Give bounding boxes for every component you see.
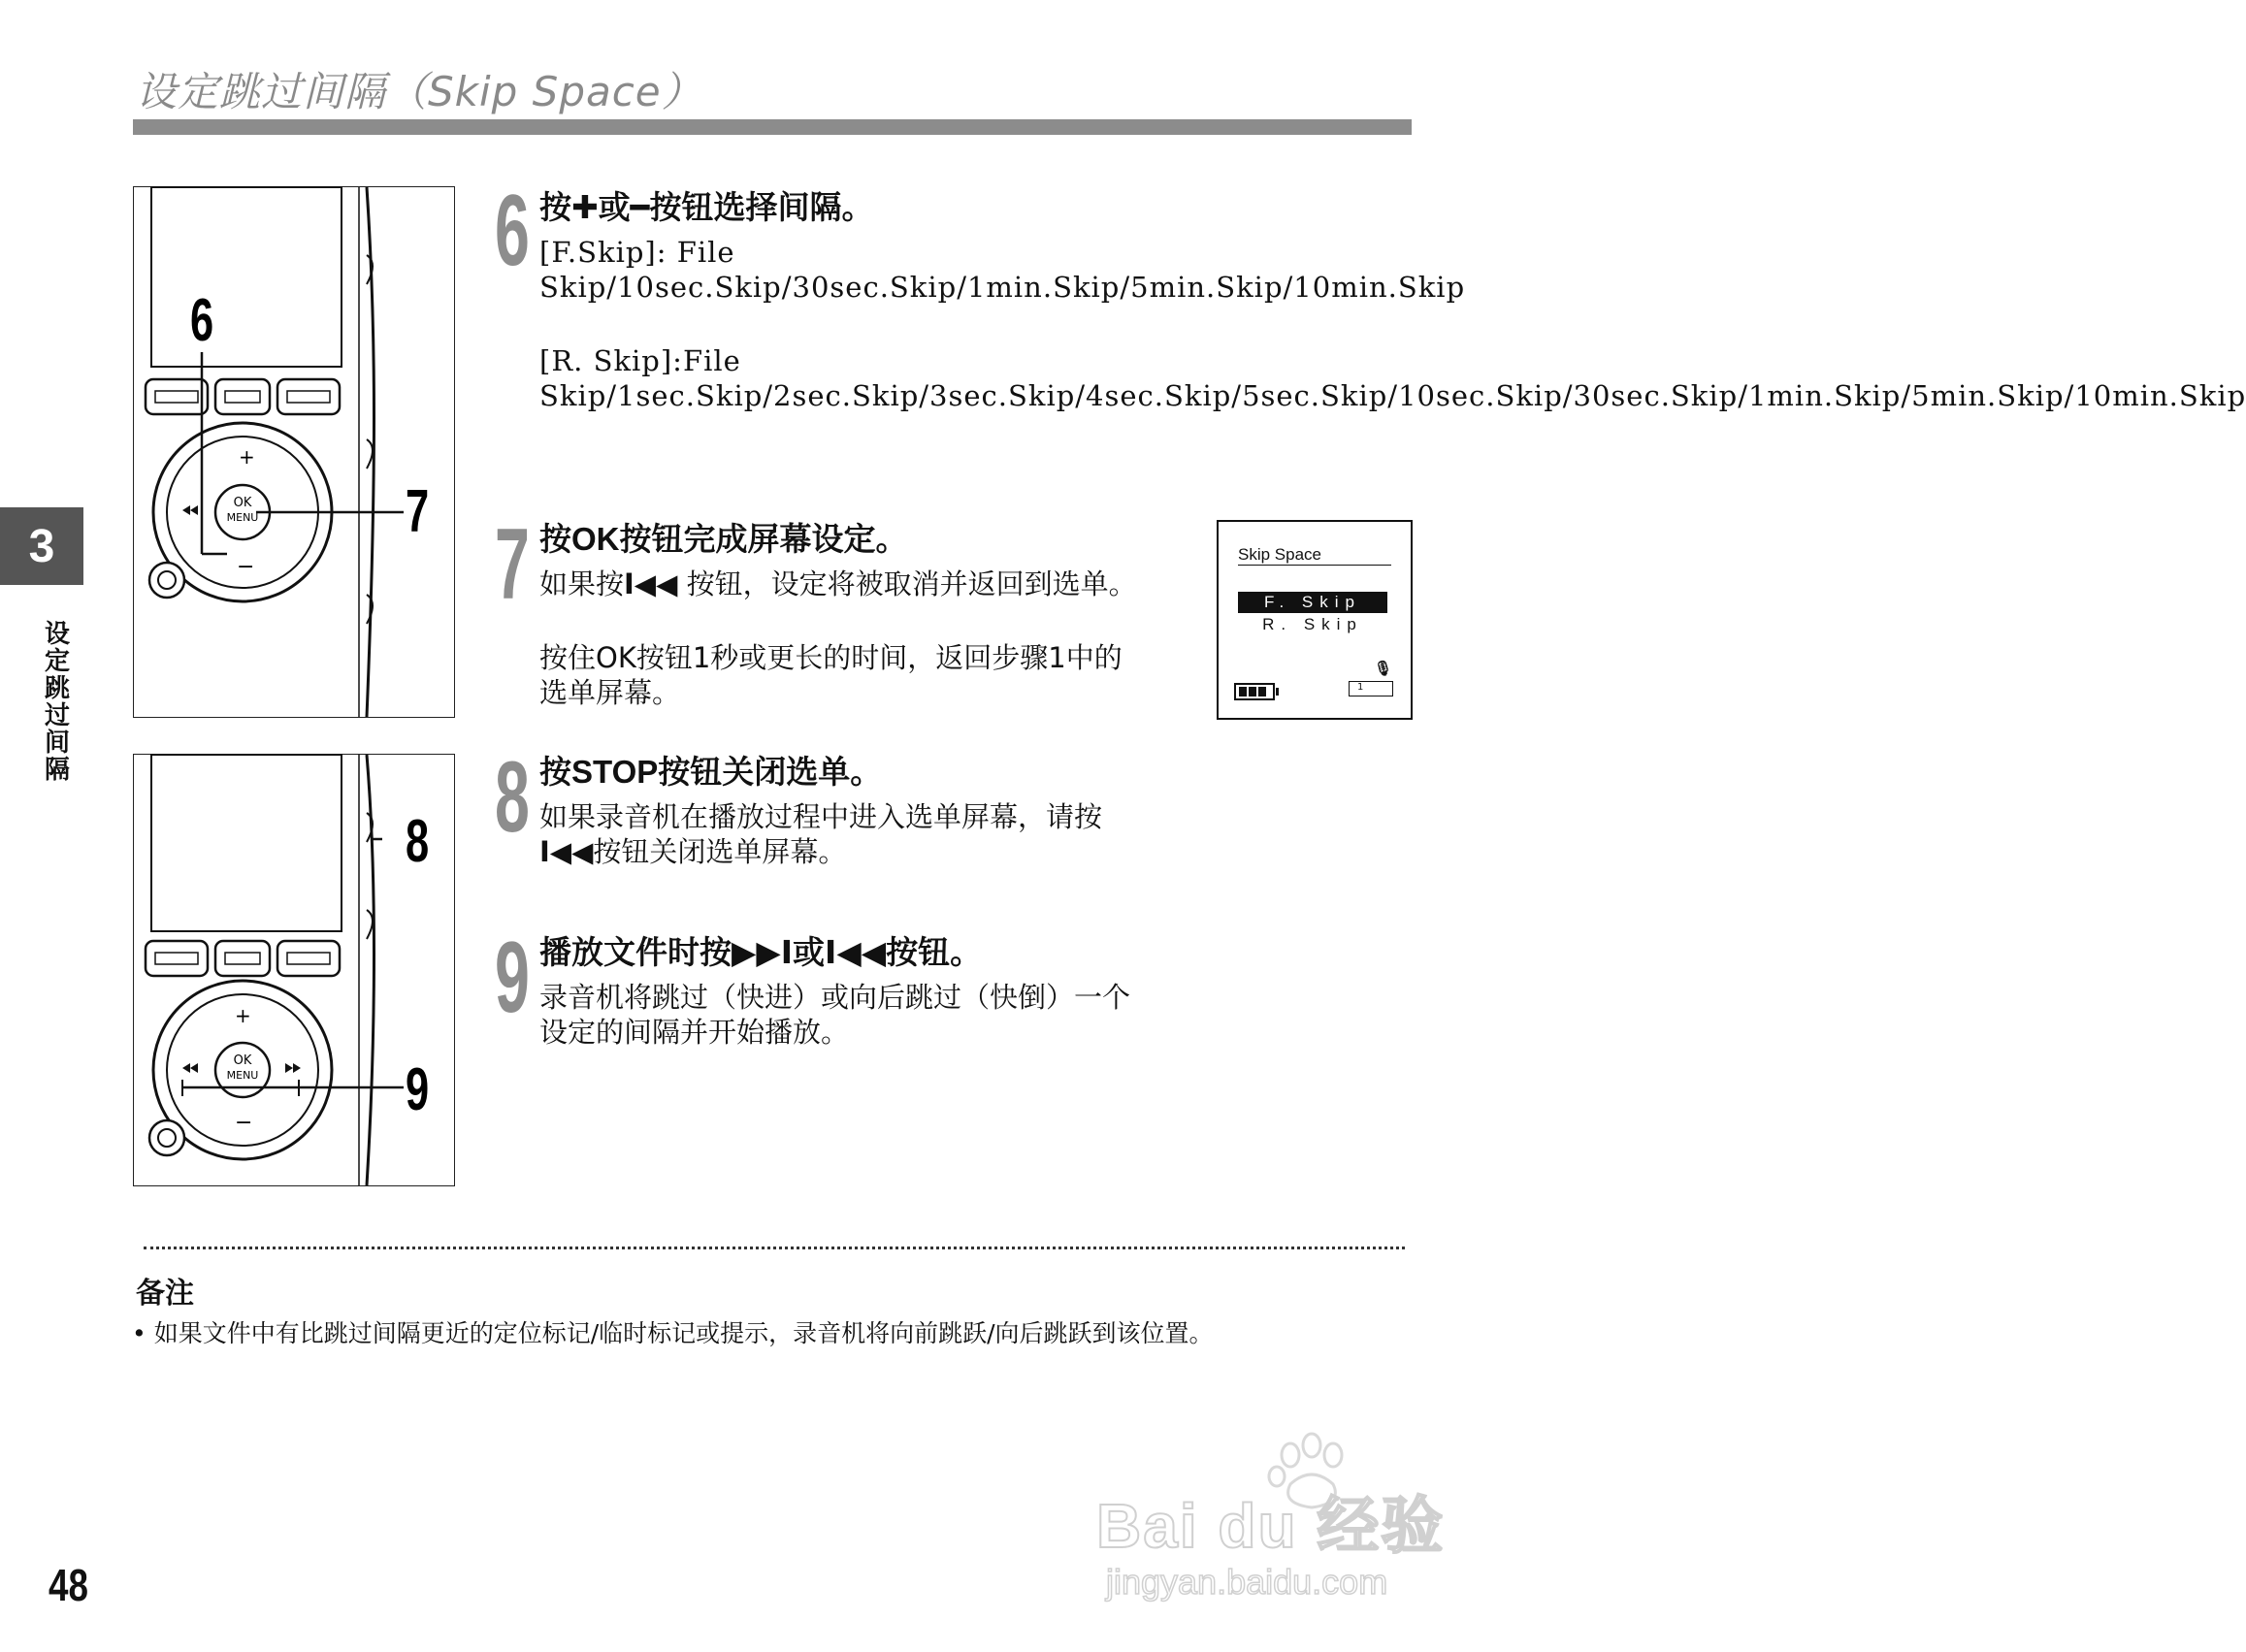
chapter-label: 设定跳过间隔 xyxy=(45,620,71,785)
page-title: 设定跳过间隔（Skip Space） xyxy=(136,68,703,115)
notes-divider xyxy=(144,1247,1405,1249)
step-9-title: 播放文件时按▶▶I或I◀◀按钮。 xyxy=(539,933,983,971)
step-7-desc-1: 如果按I◀◀ 按钮，设定将被取消并返回到选单。 xyxy=(539,567,1137,600)
lcd-skip-space-screen xyxy=(1217,520,1413,720)
recorder-illustration-top xyxy=(133,186,455,718)
step-6-title: 按✚或━按钮选择间隔。 xyxy=(539,188,874,226)
notes-item xyxy=(132,1314,1214,1349)
step-7-title: 按OK按钮完成屏幕设定。 xyxy=(539,520,908,558)
lcd-title: Skip Space xyxy=(1238,545,1391,566)
ok-label: OK xyxy=(233,496,252,510)
callout-8: 8 xyxy=(406,808,430,875)
notes-heading: 备注 xyxy=(136,1277,194,1311)
baidu-jingyan-watermark xyxy=(1096,1416,1465,1610)
title-underline-bar xyxy=(133,119,1412,135)
plus-icon: ✚ xyxy=(571,188,599,226)
recorder-drawing-top xyxy=(134,187,454,717)
svg-text:+: + xyxy=(239,445,255,469)
lcd-item-fskip-selected: F. Skip xyxy=(1238,592,1387,613)
folder-indicator: 1 xyxy=(1349,681,1393,696)
step-6-fskip-options: [F.Skip]: File Skip/10sec.Skip/30sec.Skip/1min.Skip/5min.Skip/10min.Skip xyxy=(539,236,1466,304)
rewind-icon: I◀◀ xyxy=(624,567,678,600)
stop-button-label: STOP xyxy=(571,754,659,790)
step-8-desc: 如果录音机在播放过程中进入选单屏幕，请按 I◀◀按钮关闭选单屏幕。 xyxy=(539,800,1103,868)
step-7-desc-2: 按住OK按钮1秒或更长的时间，返回步骤1中的选单屏幕。 xyxy=(539,641,1123,709)
recorder-drawing-bottom xyxy=(134,755,454,1185)
battery-icon xyxy=(1234,683,1275,700)
fast-forward-icon: ▶▶I xyxy=(732,933,794,971)
step-9-desc: 录音机将跳过（快进）或向后跳过（快倒）一个设定的间隔并开始播放。 xyxy=(539,981,1131,1049)
step-6-rskip-options: [R. Skip]:File Skip/1sec.Skip/2sec.Skip/3sec.Skip/4sec.Skip/5sec.Skip/10sec.Skip/30sec.Skip/1min.Skip/5min.Skip/10min.Skip xyxy=(539,344,2246,412)
svg-text:−: − xyxy=(235,1111,253,1135)
page-number: 48 xyxy=(49,1560,88,1610)
menu-label: MENU xyxy=(226,511,259,524)
ok-button-label: OK xyxy=(571,521,620,557)
callout-6: 6 xyxy=(190,287,214,354)
step-7-number: 7 xyxy=(495,508,530,621)
chapter-tab xyxy=(0,507,83,585)
svg-text:+: + xyxy=(235,1004,251,1027)
rewind-icon: I◀◀ xyxy=(539,835,594,868)
watermark-brand: Bai du 经验 xyxy=(1096,1491,1446,1561)
rewind-icon: I◀◀ xyxy=(825,933,887,971)
recorder-illustration-bottom xyxy=(133,754,455,1186)
step-6-number: 6 xyxy=(495,175,530,287)
chapter-number: 3 xyxy=(28,520,55,572)
menu-label-2: MENU xyxy=(226,1069,259,1082)
watermark-url: jingyan.baidu.com xyxy=(1106,1562,1388,1602)
step-9-number: 9 xyxy=(495,922,530,1034)
step-8-number: 8 xyxy=(495,741,530,854)
microphone-icon: 🎙︎ xyxy=(1374,660,1393,677)
lcd-item-rskip: R. Skip xyxy=(1262,615,1363,633)
bullet: • xyxy=(132,1319,146,1347)
callout-7: 7 xyxy=(406,478,430,545)
svg-text:−: − xyxy=(237,555,255,579)
notes-item-text: 如果文件中有比跳过间隔更近的定位标记/临时标记或提示，录音机将向前跳跃/向后跳跃到该位置。 xyxy=(153,1319,1214,1347)
minus-icon: ━ xyxy=(630,188,650,226)
ok-label-2: OK xyxy=(233,1053,252,1068)
step-8-title: 按STOP按钮关闭选单。 xyxy=(539,753,883,791)
callout-9: 9 xyxy=(406,1056,430,1123)
